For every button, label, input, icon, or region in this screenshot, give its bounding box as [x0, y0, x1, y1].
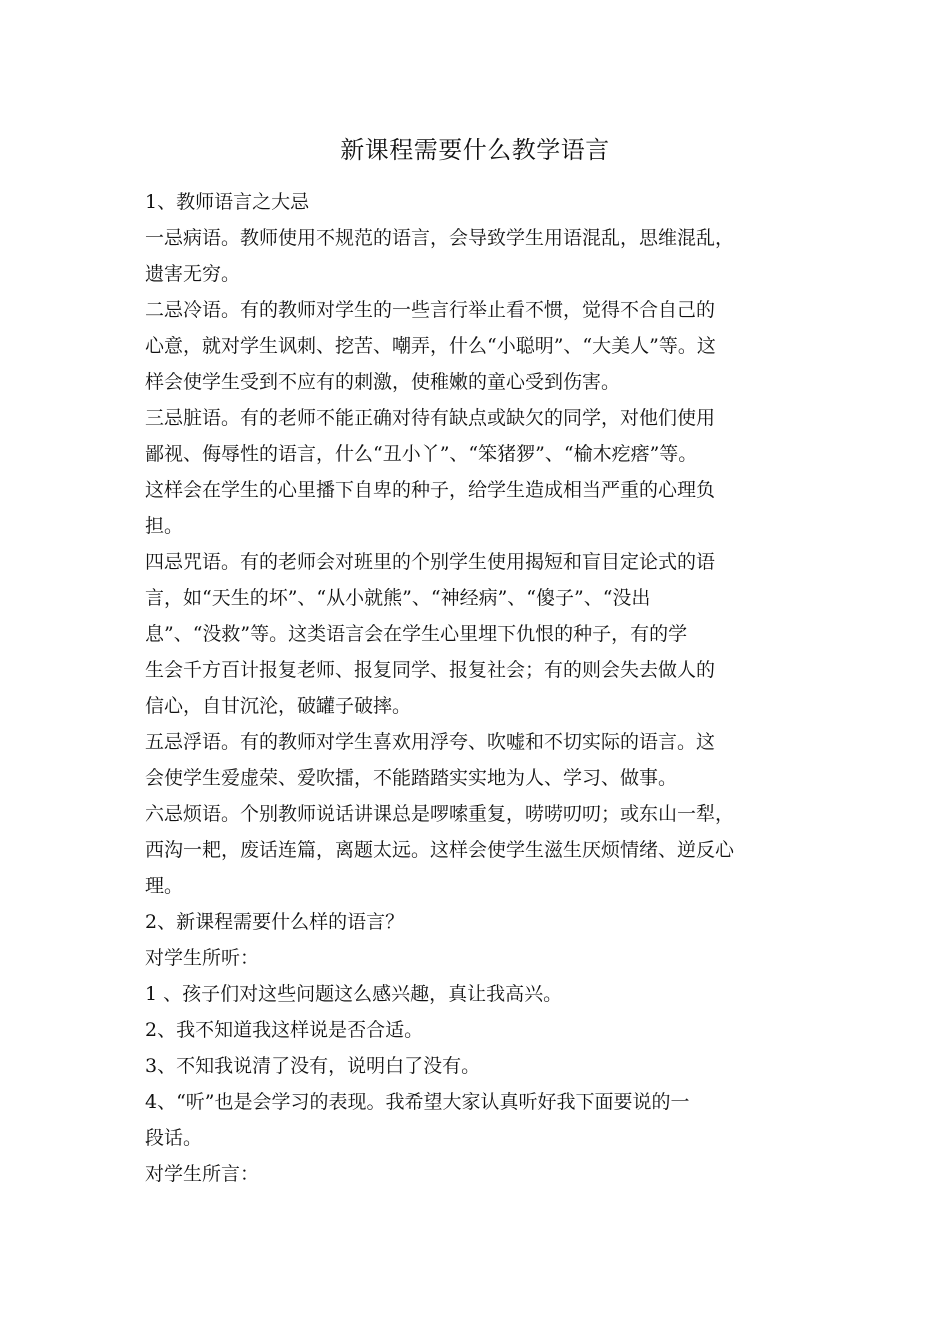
- text-line: 1、教师语言之大忌: [145, 191, 310, 213]
- text-line: 心意，就对学生讽刺、挖苦、嘲弄，什么“小聪明”、“大美人”等。这: [145, 335, 716, 357]
- text-line: 生会千方百计报复老师、报复同学、报复社会；有的则会失去做人的: [145, 659, 716, 681]
- text-line: 三忌脏语。有的老师不能正确对待有缺点或缺欠的同学，对他们使用: [145, 407, 716, 429]
- text-line: 理。: [145, 875, 184, 897]
- text-line: 担。: [145, 515, 184, 537]
- text-line: 遗害无穷。: [145, 263, 241, 285]
- text-line: 一忌病语。教师使用不规范的语言，会导致学生用语混乱，思维混乱，: [145, 227, 735, 249]
- text-line: 2、我不知道我这样说是否合适。: [145, 1019, 424, 1041]
- text-line: 对学生所言：: [145, 1163, 260, 1185]
- text-line: 段话。: [145, 1127, 203, 1149]
- text-line: 1 、孩子们对这些问题这么感兴趣，真让我高兴。: [145, 983, 563, 1005]
- text-line: 3、不知我说清了没有，说明白了没有。: [145, 1055, 481, 1077]
- text-line: 四忌咒语。有的老师会对班里的个别学生使用揭短和盲目定论式的语: [145, 551, 716, 573]
- document-body: [145, 184, 815, 1192]
- text-line: 二忌冷语。有的教师对学生的一些言行举止看不惯，觉得不合自己的: [145, 299, 716, 321]
- text-line: 对学生所听：: [145, 947, 260, 969]
- text-line: 这样会在学生的心里播下自卑的种子，给学生造成相当严重的心理负: [145, 479, 716, 501]
- text-line: 西沟一耙，废话连篇，离题太远。这样会使学生滋生厌烦情绪、逆反心: [145, 839, 735, 861]
- text-line: 言，如“天生的坏”、“从小就熊”、“神经病”、“傻子”、“没出: [145, 587, 651, 609]
- text-line: 鄙视、侮辱性的语言，什么“丑小丫”、“笨猪猡”、“榆木疙瘩”等。: [145, 443, 698, 465]
- text-line: 信心，自甘沉沦，破罐子破摔。: [145, 695, 412, 717]
- text-line: 2、新课程需要什么样的语言？: [145, 911, 405, 933]
- text-line: 样会使学生受到不应有的刺激，使稚嫩的童心受到伤害。: [145, 371, 621, 393]
- text-line: 五忌浮语。有的教师对学生喜欢用浮夸、吹嘘和不切实际的语言。这: [145, 731, 716, 753]
- text-line: 4、“听”也是会学习的表现。我希望大家认真听好我下面要说的一: [145, 1091, 690, 1113]
- text-line: 会使学生爱虚荣、爱吹擂，不能踏踏实实地为人、学习、做事。: [145, 767, 678, 789]
- document-title: 新课程需要什么教学语言: [340, 136, 610, 164]
- text-line: 息”、“没救”等。这类语言会在学生心里埋下仇恨的种子，有的学: [145, 623, 688, 645]
- text-line: 六忌烦语。个别教师说话讲课总是啰嗦重复，唠唠叨叨；或东山一犁，: [145, 803, 735, 825]
